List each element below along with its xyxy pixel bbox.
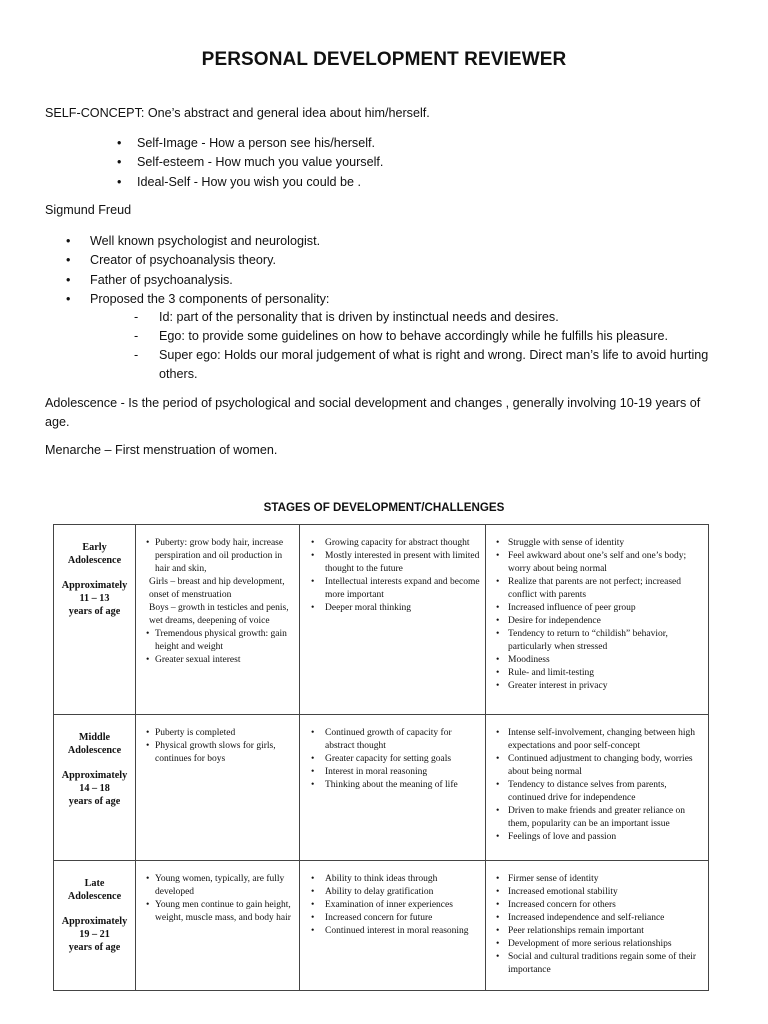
table-row (54, 525, 709, 715)
freud-heading: Sigmund Freud (45, 203, 132, 217)
list-item: • Greater interest in privacy (496, 680, 704, 693)
list-item: • Puberty: grow body hair, increase perspiration and oil production in hair and skin, (146, 537, 295, 576)
physical-cell (136, 861, 300, 991)
menarche-definition: Menarche – First menstruation of women. (45, 443, 278, 457)
physical-cell (136, 715, 300, 861)
list-item: • Moodiness (496, 654, 704, 667)
list-item: • Desire for independence (496, 615, 704, 628)
list-item: • Tremendous physical growth: gain height and weight (146, 628, 295, 654)
self-concept-definition: SELF-CONCEPT: One’s abstract and general idea about him/herself. (45, 106, 430, 120)
social-cell (486, 715, 709, 861)
list-item: • Increased influence of peer group (496, 602, 704, 615)
list-item: Boys – growth in testicles and penis, wet dreams, deepening of voice (149, 603, 289, 626)
table-row (54, 715, 709, 861)
social-cell (486, 525, 709, 715)
list-item: • Interest in moral reasoning (311, 766, 481, 779)
list-item: • Increased emotional stability (496, 886, 704, 899)
list-item: • Driven to make friends and greater reliance on them, popularity can be an important issue (496, 805, 704, 831)
stages-title: STAGES OF DEVELOPMENT/CHALLENGES (263, 501, 505, 514)
list-item: • Increased concern for others (496, 899, 704, 912)
list-item: • Mostly interested in present with limited thought to the future (311, 550, 481, 576)
list-item: • Peer relationships remain important (496, 925, 704, 938)
list-item: • Puberty is completed (146, 727, 295, 740)
list-item: • Rule- and limit-testing (496, 667, 704, 680)
stage-cell: Early Adolescence Approximately 11 – 13 years of age (54, 525, 136, 715)
physical-cell (136, 525, 300, 715)
list-item: • Ability to delay gratification (311, 886, 481, 899)
list-item: • Increased independence and self-reliance (496, 912, 704, 925)
cognitive-cell (300, 525, 486, 715)
list-item: • Tendency to return to “childish” behavior, particularly when stressed (496, 628, 704, 654)
document-page: PERSONAL DEVELOPMENT REVIEWER SELF-CONCEPT: One’s abstract and general idea about him/herself. • Self-Image - How a person see his/herself. • Self-esteem - How much you value yourself. • Ideal-Self - How you wish you could be . Sigmund Freud • Well known psychologist and neurologist. • Creator of psychoanalysis theory. • Father of psychoanalysis. • Proposed the 3 components of personality: - Id: part of the personality that is driven by instinctual needs and desires. - Ego: to provide some guidelines on how to behave accordingly while he fulfills his pleasure. - Super ego: Holds our moral judgement of what is right and wrong. Direct man’s life to avoid hurting others. Adolescence - Is the period of psychological and social development and changes , generally involving 10-19 years of age. Menarche – First menstruation of women. STAGES OF DEVELOPMENT/CHALLENGES Early Adolescence Approximately 11 – 13 years of age • Puberty: grow body hair, increase perspiration and oil production in hair and skin, Girls – breast and hip development, onset of menstruation Boys – growth in testicles and penis, wet dreams, deepening of voice • Tremendous physical growth: gain height and weight • Greater sexual interest • Growing capacity for abstract thought • Mostly interested in present with limited thought to the future • Intellectual interests expand and become more important • Deeper moral thinking • Struggle with sense of identity • Feel awkward about one’s self and one’s body; worry about being normal • Realize that parents are not perfect; increased conflict with parents • Increased influence of peer group • Desire for independence • Tendency to return to “childish” behavior, particularly when stressed • Moodiness • Rule- and limit-testing • Greater interest in privacy Middle Adolescence Approximately 14 – 18 years of age • Puberty is completed • Physical growth slows for girls, continues for boys • Continued growth of capacity for abstract thought • Greater capacity for setting goals • Interest in moral reasoning • Thinking about the meaning of life • Intense self-involvement, changing between high expectations and poor self-concept • Continued adjustment to changing body, worries about being normal • Tendency to distance selves from parents, continued drive for independence • Driven to make friends and greater reliance on them, popularity can be an important issue • Feelings of love and passion Late Adolescence Approximately 19 – 21 years of age • Young women, typically, are fully developed • Young men continue to gain height, weight, muscle mass, and body hair • Ability to think ideas through • Ability to delay gratification • Examination of inner experiences • Increased concern for future • Continued interest in moral reasoning • Firmer sense of identity • Increased emotional stability • Increased concern for others • Increased independence and self-reliance • Peer relationships remain important • Development of more serious relationships • Social and cultural traditions regain some of their importance (0, 0, 768, 1024)
list-item: • Ability to think ideas through (311, 873, 481, 886)
social-cell (486, 861, 709, 991)
stage-cell: Middle Adolescence Approximately 14 – 18 years of age (54, 715, 136, 861)
list-item: • Young men continue to gain height, weight, muscle mass, and body hair (146, 899, 295, 925)
list-item: • Tendency to distance selves from parents, continued drive for independence (496, 779, 704, 805)
table-row (54, 861, 709, 991)
list-item: • Intellectual interests expand and become more important (311, 576, 481, 602)
list-item: • Increased concern for future (311, 912, 481, 925)
list-item: • Growing capacity for abstract thought (311, 537, 481, 550)
stage-cell: Late Adolescence Approximately 19 – 21 years of age (54, 861, 136, 991)
list-item: • Continued growth of capacity for abstract thought (311, 727, 481, 753)
stages-table (53, 524, 709, 991)
adolescence-definition: Adolescence - Is the period of psychological and social development and changes , generally involving 10-19 years of age. (45, 396, 701, 429)
list-item: • Examination of inner experiences (311, 899, 481, 912)
list-item: • Feel awkward about one’s self and one’s body; worry about being normal (496, 550, 704, 576)
component-id: - Id: part of the personality that is driven by instinctual needs and desires. (134, 310, 559, 324)
list-item: • Struggle with sense of identity (496, 537, 704, 550)
list-item: • Continued interest in moral reasoning (311, 925, 481, 938)
cognitive-cell (300, 715, 486, 861)
list-item: • Social and cultural traditions regain some of their importance (496, 951, 704, 977)
list-item: Girls – breast and hip development, onset of menstruation (149, 577, 285, 600)
list-item: • Greater capacity for setting goals (311, 753, 481, 766)
list-item: • Deeper moral thinking (311, 602, 481, 615)
list-item: • Realize that parents are not perfect; increased conflict with parents (496, 576, 704, 602)
cognitive-cell (300, 861, 486, 991)
list-item: • Firmer sense of identity (496, 873, 704, 886)
list-item: • Thinking about the meaning of life (311, 779, 481, 792)
list-item: • Development of more serious relationships (496, 938, 704, 951)
component-super-ego: - Super ego: Holds our moral judgement of what is right and wrong. Direct man’s life to avoid hurting others. (134, 348, 709, 381)
page-title: PERSONAL DEVELOPMENT REVIEWER (201, 49, 567, 70)
list-item: • Greater sexual interest (146, 654, 295, 667)
list-item: • Feelings of love and passion (496, 831, 704, 844)
list-item: • Continued adjustment to changing body, worries about being normal (496, 753, 704, 779)
list-item: • Physical growth slows for girls, continues for boys (146, 740, 295, 766)
list-item: • Intense self-involvement, changing between high expectations and poor self-concept (496, 727, 704, 753)
list-item: • Young women, typically, are fully developed (146, 873, 295, 899)
component-ego: - Ego: to provide some guidelines on how to behave accordingly while he fulfills his pleasure. (134, 329, 668, 343)
